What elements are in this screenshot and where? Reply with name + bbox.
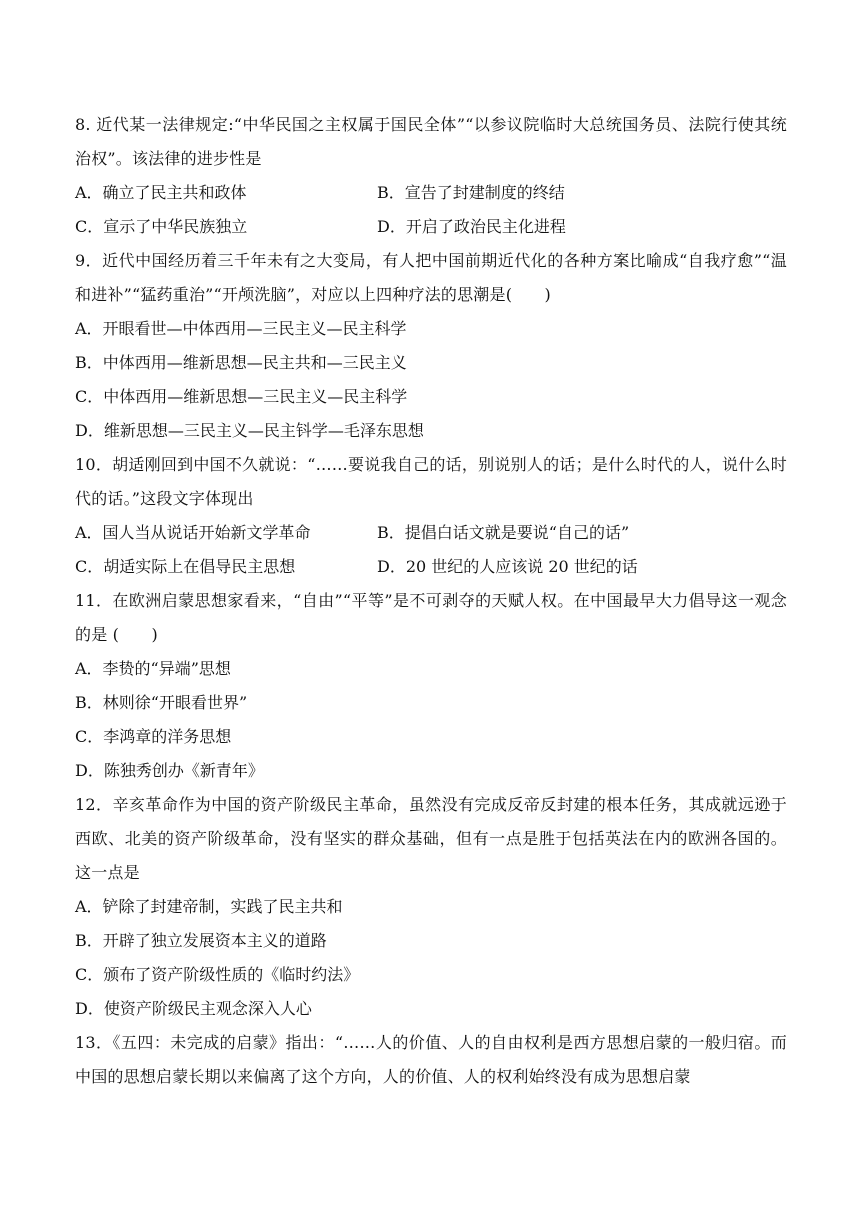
- option-b: B．宣告了封建制度的终结: [377, 183, 565, 202]
- question-stem: 13．《五四：未完成的启蒙》指出：“……人的价值、人的自由权利是西方思想启蒙的一般归宿。而中国的思想启蒙长期以来偏离了这个方向，人的价值、人的权利始终没有成为思想启蒙: [75, 1033, 787, 1086]
- option-a: A．确立了民主共和政体: [75, 183, 247, 202]
- option-row: [75, 414, 787, 448]
- option-row: [75, 924, 787, 958]
- option-row: [75, 992, 787, 1026]
- option-b: B．林则徐“开眼看世界”: [75, 693, 248, 712]
- option-d: D．陈独秀创办《新青年》: [75, 761, 264, 780]
- option-row: [75, 176, 787, 210]
- option-b: B．提倡白话文就是要说“自己的话”: [377, 523, 630, 542]
- question-stem: 12．辛亥革命作为中国的资产阶级民主革命，虽然没有完成反帝反封建的根本任务，其成就远逊于西欧、北美的资产阶级革命，没有坚实的群众基础，但有一点是胜于包括英法在内的欧洲各国的。这一点是: [75, 795, 787, 882]
- option-row: [75, 720, 787, 754]
- option-row: [75, 380, 787, 414]
- question-stem: 8. 近代某一法律规定:“中华民国之主权属于国民全体”“以参议院临时大总统国务员、法院行使其统治权”。该法律的进步性是: [75, 115, 787, 168]
- option-d: D．20 世纪的人应该说 20 世纪的话: [377, 557, 638, 576]
- option-b: B．开辟了独立发展资本主义的道路: [75, 931, 327, 950]
- option-c: C．中体西用—维新思想—三民主义—民主科学: [75, 387, 408, 406]
- option-c: C．胡适实际上在倡导民主思想: [75, 557, 296, 576]
- option-row: [75, 312, 787, 346]
- question-13: [75, 1026, 787, 1094]
- option-d: D．开启了政治民主化进程: [377, 217, 566, 236]
- option-c: C．李鸿章的洋务思想: [75, 727, 232, 746]
- question-stem: 9．近代中国经历着三千年未有之大变局，有人把中国前期近代化的各种方案比喻成“自我疗愈”“温和进补”“猛药重治”“开颅洗脑”，对应以上四种疗法的思潮是( ): [75, 251, 787, 304]
- option-a: A．铲除了封建帝制，实践了民主共和: [75, 897, 343, 916]
- option-row: [75, 652, 787, 686]
- option-d: D．维新思想—三民主义—民主钭学—毛泽东思想: [75, 421, 424, 440]
- option-c: C．颁布了资产阶级性质的《临时约法》: [75, 965, 360, 984]
- option-a: A．李贽的“异端”思想: [75, 659, 231, 678]
- question-10: [75, 448, 787, 584]
- question-stem: 10．胡适刚回到中国不久就说：“……要说我自己的话，别说别人的话；是什么时代的人，说什么时代的话。”这段文字体现出: [75, 455, 787, 508]
- option-row: [75, 210, 787, 244]
- option-row: [75, 958, 787, 992]
- option-row: [75, 516, 787, 550]
- question-8: [75, 108, 787, 244]
- option-a: A．国人当从说话开始新文学革命: [75, 523, 311, 542]
- question-11: [75, 584, 787, 788]
- option-b: B．中体西用—维新思想—民主共和—三民主义: [75, 353, 407, 372]
- option-c: C．宣示了中华民族独立: [75, 217, 248, 236]
- option-a: A．开眼看世—中体西用—三民主义—民主科学: [75, 319, 407, 338]
- option-row: [75, 890, 787, 924]
- option-d: D．使资产阶级民主观念深入人心: [75, 999, 312, 1018]
- option-row: [75, 754, 787, 788]
- option-row: [75, 686, 787, 720]
- option-row: [75, 550, 787, 584]
- option-row: [75, 346, 787, 380]
- question-9: [75, 244, 787, 448]
- question-12: [75, 788, 787, 1026]
- question-stem: 11．在欧洲启蒙思想家看来，“自由”“平等”是不可剥夺的天赋人权。在中国最早大力倡导这一观念的是 ( ): [75, 591, 787, 644]
- question-list: [75, 108, 787, 1094]
